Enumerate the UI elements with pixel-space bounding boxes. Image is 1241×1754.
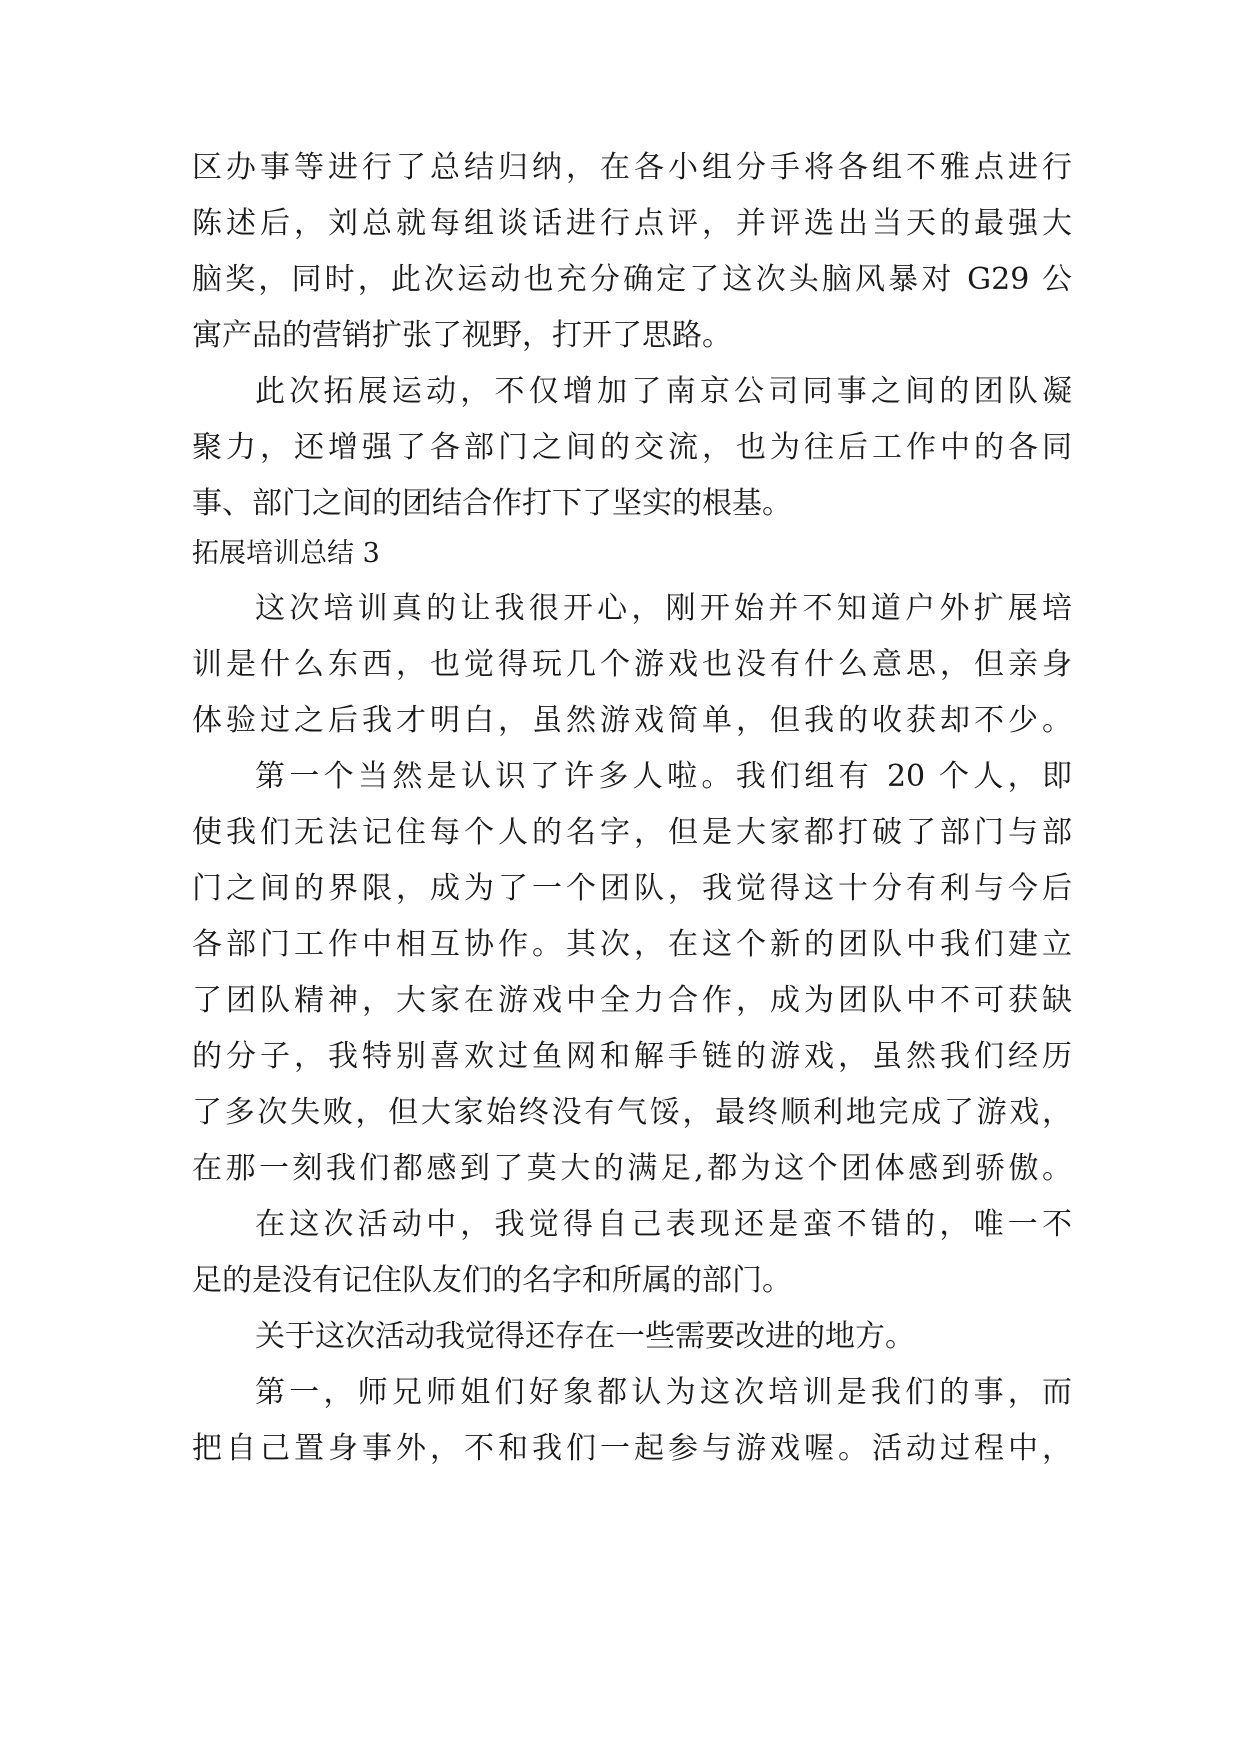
paragraph-first-line: 第一，师兄师姐们好象都认为这次培训是我们的事，而 (255, 1375, 1072, 1410)
paragraph-first-line: 关于这次活动我觉得还存在一些需要改进的地方。 (255, 1319, 915, 1354)
text-line: 足的是没有记住队友们的名字和所属的部门。 (192, 1263, 792, 1298)
text-line: 使我们无法记住每个人的名字，但是大家都打破了部门与部 (192, 815, 1072, 850)
text-line: 事、部门之间的团结合作打下了坚实的根基。 (192, 486, 792, 521)
text-line: 训是什么东西，也觉得玩几个游戏也没有什么意思，但亲身 (192, 647, 1072, 682)
text-line: 了多次失败，但大家始终没有气馁，最终顺利地完成了游戏， (192, 1095, 1072, 1130)
text-line: 聚力，还增强了各部门之间的交流，也为往后工作中的各同 (192, 430, 1072, 465)
paragraph-first-line: 第一个当然是认识了许多人啦。我们组有 20 个人，即 (255, 759, 1072, 794)
text-line: 的分子，我特别喜欢过鱼网和解手链的游戏，虽然我们经历 (192, 1039, 1072, 1074)
text-line: 陈述后，刘总就每组谈话进行点评，并评选出当天的最强大 (192, 206, 1072, 241)
text-line: 各部门工作中相互协作。其次，在这个新的团队中我们建立 (192, 927, 1072, 962)
text-line: 门之间的界限，成为了一个团队，我觉得这十分有利与今后 (192, 871, 1072, 906)
paragraph-first-line: 此次拓展运动，不仅增加了南京公司同事之间的团队凝 (255, 374, 1072, 409)
text-line: 寓产品的营销扩张了视野，打开了思路。 (192, 318, 732, 353)
paragraph-first-line: 在这次活动中，我觉得自己表现还是蛮不错的，唯一不 (255, 1207, 1072, 1242)
text-line: 了团队精神，大家在游戏中全力合作，成为团队中不可获缺 (192, 983, 1072, 1018)
text-line: 体验过之后我才明白，虽然游戏简单，但我的收获却不少。 (192, 703, 1072, 738)
text-line: 脑奖，同时，此次运动也充分确定了这次头脑风暴对 G29 公 (192, 262, 1072, 297)
text-line: 区办事等进行了总结归纳，在各小组分手将各组不雅点进行 (192, 150, 1072, 185)
section-heading: 拓展培训总结 3 (192, 538, 380, 569)
paragraph-first-line: 这次培训真的让我很开心，刚开始并不知道户外扩展培 (255, 591, 1072, 626)
text-line: 把自己置身事外，不和我们一起参与游戏喔。活动过程中， (192, 1431, 1072, 1466)
text-line: 在那一刻我们都感到了莫大的满足,都为这个团体感到骄傲。 (192, 1151, 1072, 1186)
